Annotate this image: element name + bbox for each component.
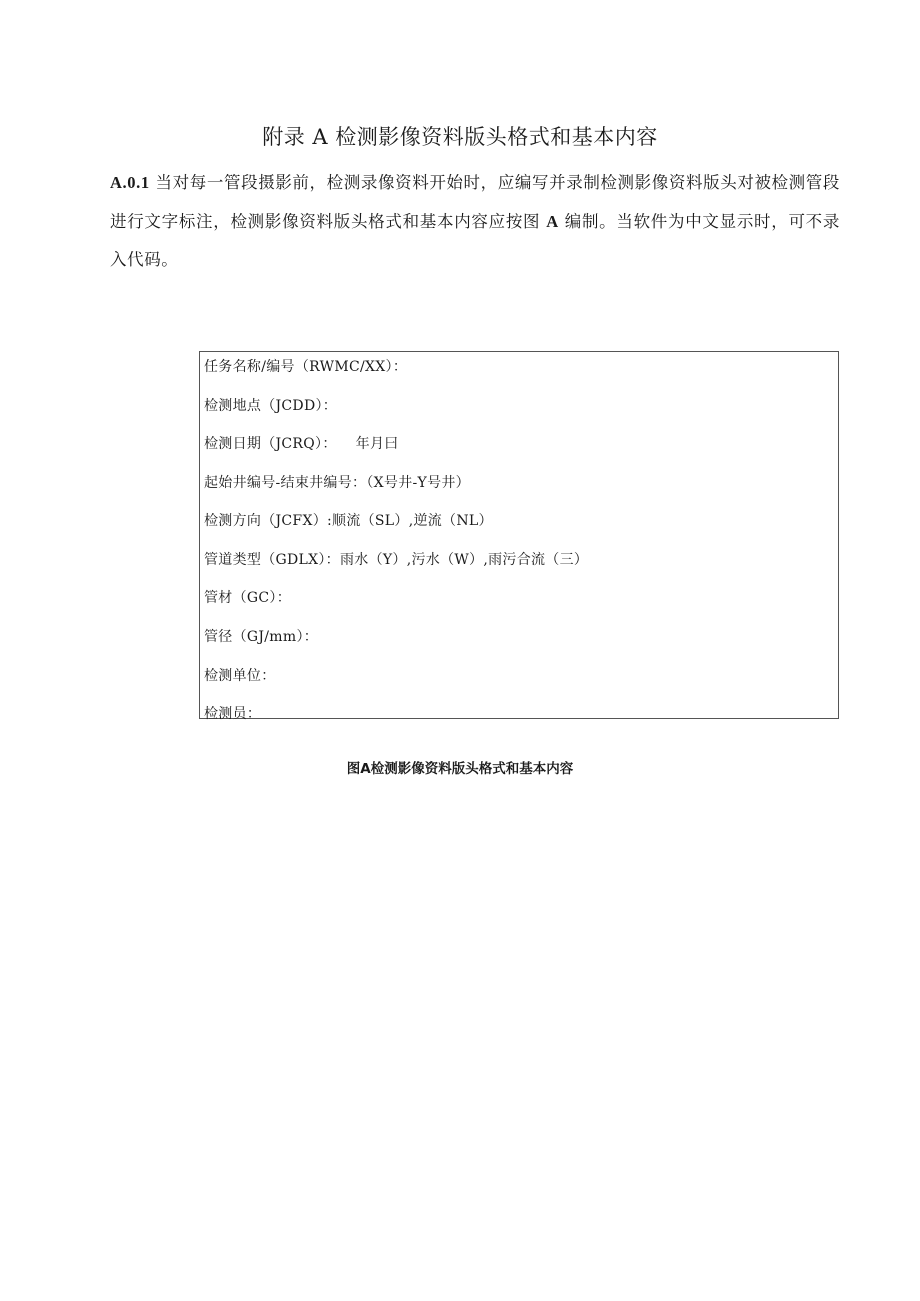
clause-text-after: 编制。当软件为中文显示时，可不录入代码。 xyxy=(110,211,840,269)
field-task-name: 任务名称/编号（RWMC/XX）： xyxy=(204,359,408,375)
field-location: 检测地点（JCDD）： xyxy=(204,398,338,414)
field-direction: 检测方向（JCFX）:顺流（SL）,逆流（NL） xyxy=(204,513,493,529)
field-date: 检测日期（JCRQ）： 年月曰 xyxy=(204,436,399,452)
field-manhole-numbers: 起始井编号-结束井编号：（X号井-Y号井） xyxy=(204,475,470,491)
clause-a-0-1 xyxy=(110,164,840,280)
field-inspection-unit: 检测单位： xyxy=(204,668,276,684)
appendix-title: 附录 A 检测影像资料版头格式和基本内容 xyxy=(262,125,658,149)
field-inspector: 检测员： xyxy=(204,706,262,722)
clause-number: A.0.1 xyxy=(110,173,150,192)
figure-caption: 图A检测影像资料版头格式和基本内容 xyxy=(346,761,574,777)
clause-figure-ref: A xyxy=(546,211,559,231)
field-pipe-type: 管道类型（GDLX）：雨水（Y）,污水（W）,雨污合流（三） xyxy=(204,552,589,568)
clause-text-before: 当对每一管段摄影前，检测录像资料开始时，应编写并录制检测影像资料版头对被检测管段进行文字标注，检测影像资料版头格式和基本内容应按图 xyxy=(110,173,840,231)
field-pipe-material: 管材（GC）： xyxy=(204,590,291,606)
header-format-box xyxy=(199,351,839,722)
field-pipe-diameter: 管径（GJ/mm）： xyxy=(204,629,319,645)
